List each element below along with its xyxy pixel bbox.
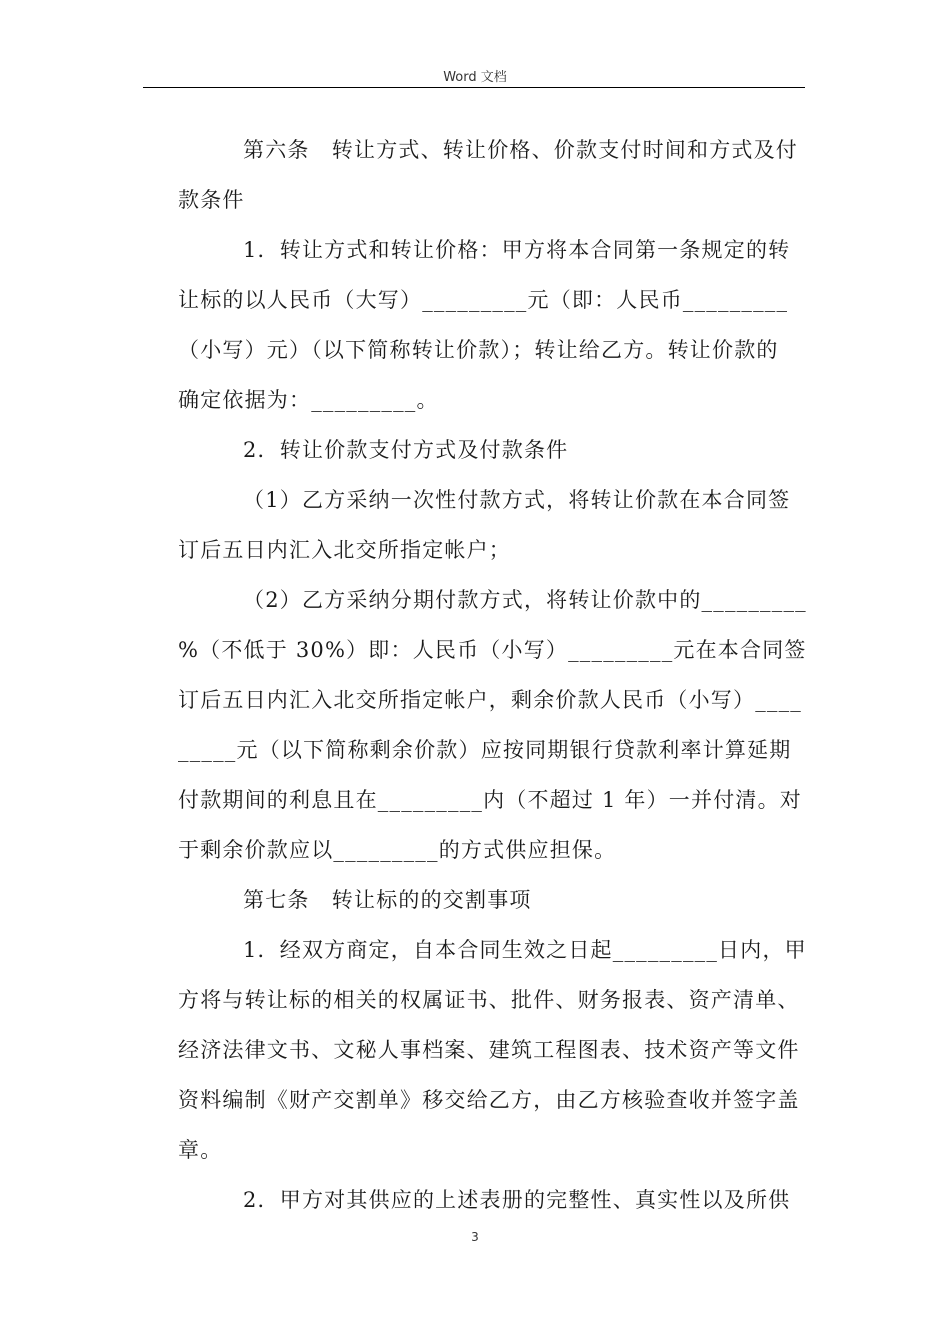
paragraph-line: 1．经双方商定，自本合同生效之日起_________日内，甲 (243, 938, 807, 962)
clause-7-heading: 第七条 转让标的的交割事项 (243, 888, 532, 912)
paragraph-line: 章。 (178, 1138, 223, 1162)
paragraph-line: 资料编制《财产交割单》移交给乙方，由乙方核验查收并签字盖 (178, 1088, 800, 1112)
document-body (178, 125, 807, 1225)
header-rule (143, 87, 805, 88)
paragraph-line: 经济法律文书、文秘人事档案、建筑工程图表、技术资产等文件 (178, 1038, 800, 1062)
paragraph-line: 1．转让方式和转让价格：甲方将本合同第一条规定的转 (243, 238, 791, 262)
paragraph-line: 付款期间的利息且在_________内（不超过 1 年）一并付清。对 (178, 788, 803, 812)
clause-6-heading: 第六条 转让方式、转让价格、价款支付时间和方式及付 (243, 138, 798, 162)
paragraph-line: 订后五日内汇入北交所指定帐户； (178, 538, 511, 562)
paragraph-line: %（不低于 30%）即：人民币（小写）_________元在本合同签 (178, 638, 807, 662)
paragraph-line: 订后五日内汇入北交所指定帐户，剩余价款人民币（小写）____ (178, 688, 802, 712)
page-number: 3 (471, 1230, 479, 1244)
paragraph-line: 确定依据为：_________。 (178, 388, 439, 412)
paragraph-line: 2．转让价款支付方式及付款条件 (243, 438, 569, 462)
paragraph-line: 于剩余价款应以_________的方式供应担保。 (178, 838, 617, 862)
paragraph-line: （2）乙方采纳分期付款方式，将转让价款中的_________ (243, 588, 807, 612)
paragraph-line: 让标的以人民币（大写）_________元（即：人民币_________ (178, 288, 789, 312)
paragraph-line: （1）乙方采纳一次性付款方式，将转让价款在本合同签 (243, 488, 791, 512)
clause-6-heading-cont: 款条件 (178, 188, 245, 212)
paragraph-line: 方将与转让标的相关的权属证书、批件、财务报表、资产清单、 (178, 988, 800, 1012)
page-header: Word 文档 (443, 70, 507, 85)
paragraph-line: 2．甲方对其供应的上述表册的完整性、真实性以及所供 (243, 1188, 791, 1212)
paragraph-line: _____元（以下简称剩余价款）应按同期银行贷款利率计算延期 (178, 738, 792, 762)
paragraph-line: （小写）元）（以下简称转让价款）；转让给乙方。转让价款的 (178, 338, 779, 362)
